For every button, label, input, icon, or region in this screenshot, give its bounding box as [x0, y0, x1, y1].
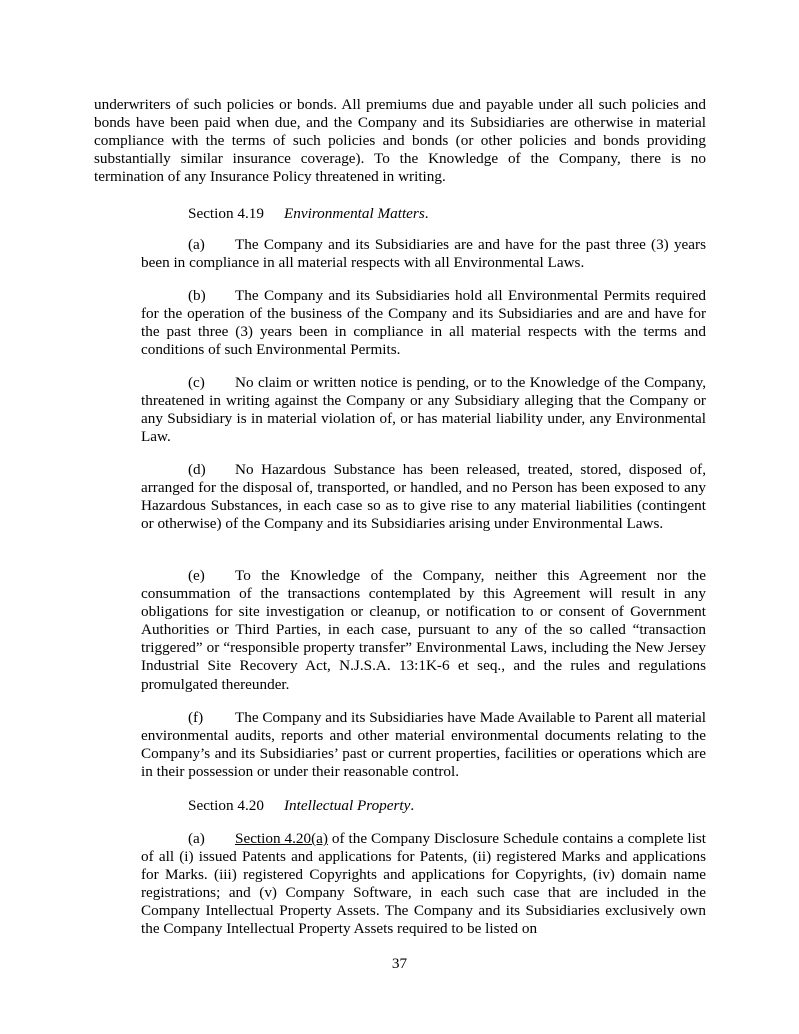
- page-number: 37: [391, 955, 408, 972]
- item-marker: (d): [188, 461, 206, 478]
- item-text: The Company and its Subsidiaries have Made Available to Parent all material environmental audits, reports and other material environmental documents relating to the Company’s and its Subsidiaries’ past or current properties, facilities or operations which are in their possession or under their reasonable control.: [141, 709, 706, 781]
- section-4-19-item-e: [141, 567, 706, 694]
- section-4-19-item-f: [141, 709, 706, 781]
- item-marker: (b): [188, 287, 206, 304]
- section-4-19-item-d: [141, 461, 706, 533]
- section-4-20-heading: [188, 797, 414, 815]
- item-marker: (c): [188, 374, 205, 391]
- item-marker: (e): [188, 567, 205, 584]
- section-reference: Section 4.20(a): [235, 830, 328, 847]
- section-4-20-title: Intellectual Property: [284, 797, 411, 814]
- section-4-19-item-b: [141, 287, 706, 359]
- section-4-20-title-suffix: .: [410, 797, 415, 814]
- item-text: No claim or written notice is pending, or to the Knowledge of the Company, threatened in writing against the Company or any Subsidiary alleging that the Company or any Subsidiary is in material violation of, or has material liability under, any Environmental Law.: [141, 374, 706, 446]
- section-4-20-item-a: [141, 830, 706, 939]
- intro-paragraph: underwriters of such policies or bonds. All premiums due and payable under all such policies and bonds have been paid when due, and the Company and its Subsidiaries are otherwise in material compliance with the terms of such policies and bonds (or other policies and bonds providing substantially similar insurance coverage). To the Knowledge of the Company, there is no termination of any Insurance Policy threatened in writing.: [94, 96, 706, 186]
- item-marker: (f): [188, 709, 204, 726]
- section-4-19-heading: [188, 205, 429, 223]
- item-text: of the Company Disclosure Schedule contains a complete list of all (i) issued Patents and applications for Patents, (ii) registered Marks and applications for Marks. (iii) registered Copyrights and applications for Copyrights, (iv) domain name registrations; and (v) Company Software, in each such case that are included in the Company Intellectual Property Assets. The Company and its Subsidiaries exclusively own the Company Intellectual Property Assets required to be listed on: [141, 830, 706, 938]
- item-text: The Company and its Subsidiaries are and have for the past three (3) years been in compliance in all material respects with all Environmental Laws.: [141, 236, 706, 272]
- item-marker: (a): [188, 236, 205, 253]
- section-4-19-title-suffix: .: [424, 205, 429, 222]
- item-text: No Hazardous Substance has been released, treated, stored, disposed of, arranged for the disposal of, transported, or handled, and no Person has been exposed to any Hazardous Substances, in each case so as to give rise to any material liabilities (contingent or otherwise) of the Company and its Subsidiaries arising under Environmental Laws.: [141, 461, 706, 533]
- item-marker: (a): [188, 830, 205, 847]
- section-4-19-item-c: [141, 374, 706, 446]
- item-text: The Company and its Subsidiaries hold all Environmental Permits required for the operation of the business of the Company and its Subsidiaries and are and have for the past three (3) years been in compliance in all material respects with the terms and conditions of such Environmental Permits.: [141, 287, 706, 359]
- section-4-19-number: Section 4.19: [188, 205, 264, 222]
- section-4-19-item-a: [141, 236, 706, 272]
- section-4-19-title: Environmental Matters: [284, 205, 425, 222]
- item-text: To the Knowledge of the Company, neither this Agreement nor the consummation of the transactions contemplated by this Agreement will result in any obligations for site investigation or cleanup, or notification to or consent of Government Authorities or Third Parties, in each case, pursuant to any of the so called “transaction triggered” or “responsible property transfer” Environmental Laws, including the New Jersey Industrial Site Recovery Act, N.J.S.A. 13:1K-6 et seq., and the rules and regulations promulgated thereunder.: [141, 567, 706, 693]
- section-4-20-number: Section 4.20: [188, 797, 264, 814]
